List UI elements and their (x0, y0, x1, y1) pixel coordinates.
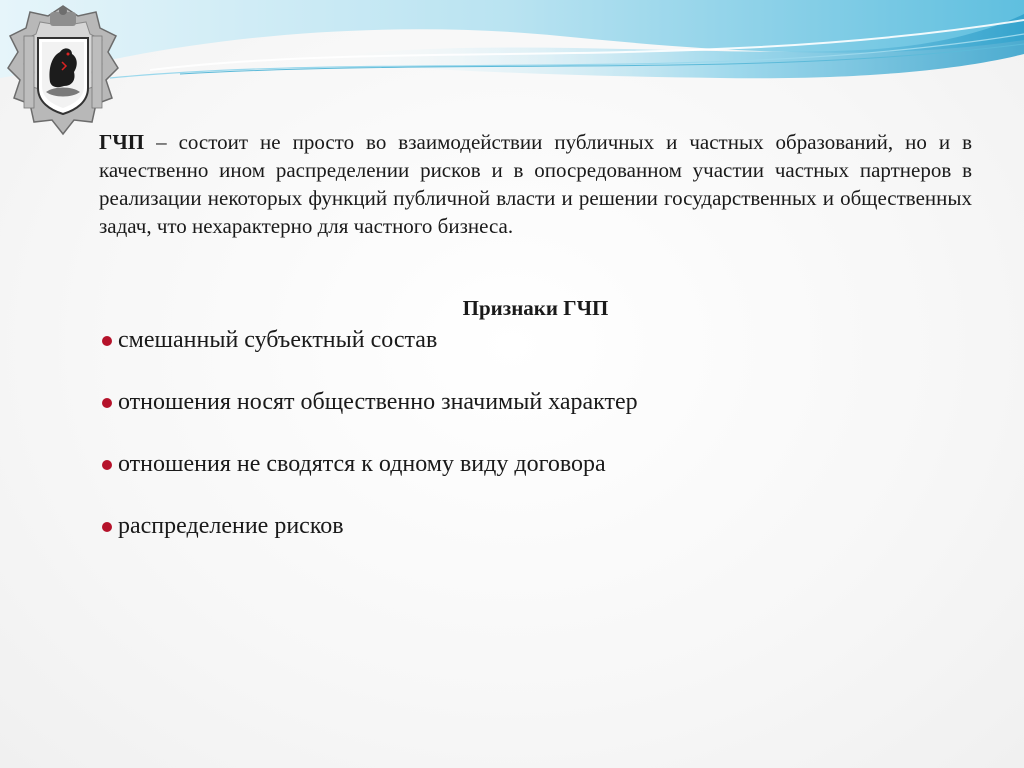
feature-text: отношения не сводятся к одному виду договора (118, 451, 606, 477)
list-item (100, 325, 980, 387)
gchp-definition (99, 128, 972, 240)
bullet-dot-icon (102, 336, 112, 346)
bullet-dot-icon (102, 398, 112, 408)
header-wave-decoration (0, 0, 1024, 120)
definition-term: ГЧП (99, 130, 145, 154)
feature-text: отношения носят общественно значимый характер (118, 389, 638, 415)
features-heading: Признаки ГЧП (462, 296, 609, 320)
list-item (100, 511, 980, 573)
bullet-dot-icon (102, 460, 112, 470)
feature-text: смешанный субъектный состав (118, 327, 438, 353)
list-item (100, 387, 980, 449)
features-list (100, 325, 980, 573)
bullet-dot-icon (102, 522, 112, 532)
list-item (100, 449, 980, 511)
coat-of-arms-icon (2, 2, 124, 138)
feature-text: распределение рисков (118, 513, 344, 539)
definition-text: – состоит не просто во взаимодействии публичных и частных образований, но и в качественно ином распределении рисков и в опосредованном участии частных партнеров в реализации некоторых функций публичной власти и решении государственных и общественных задач, что нехарактерно для частного бизнеса. (99, 130, 972, 238)
